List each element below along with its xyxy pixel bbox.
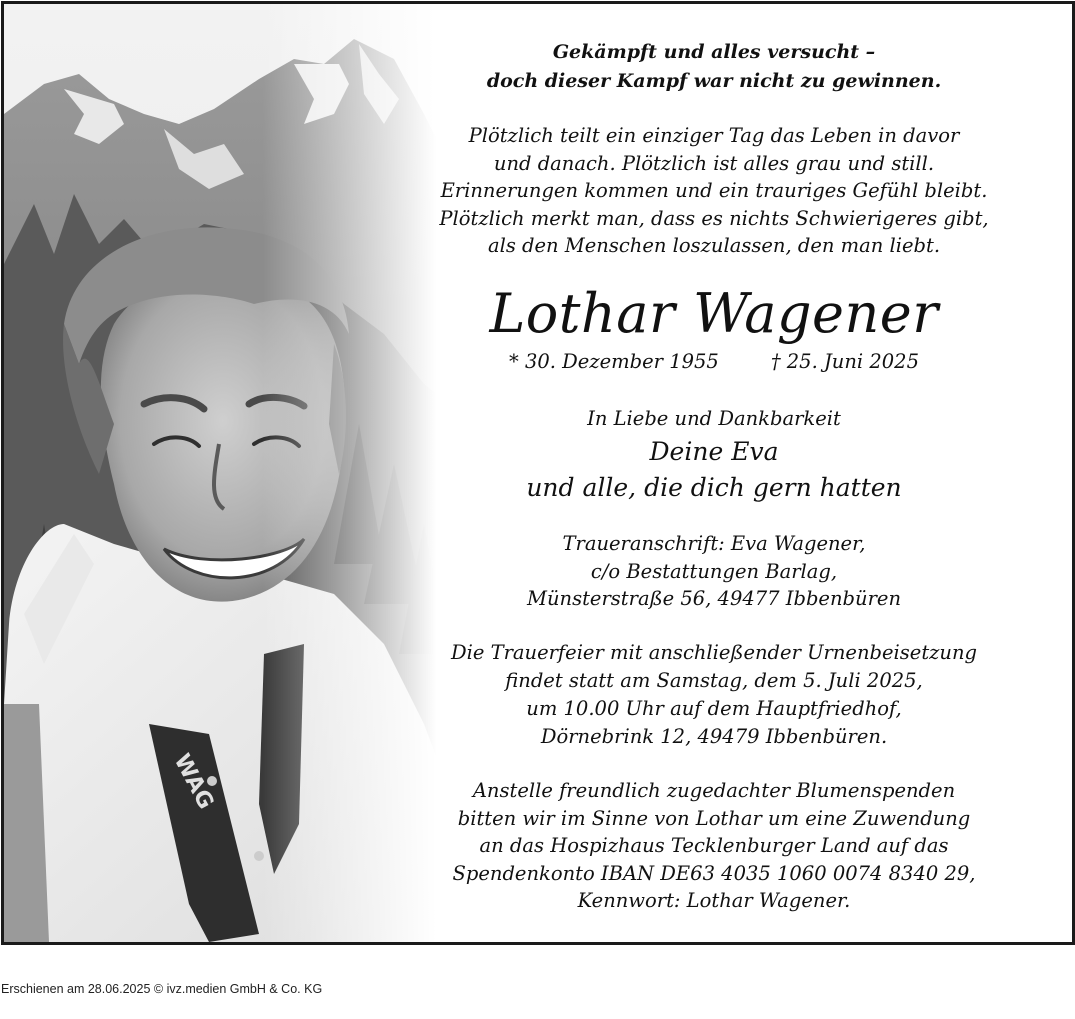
poem-line: Plötzlich merkt man, dass es nichts Schwierigeres gibt, bbox=[439, 206, 989, 230]
death-date: † 25. Juni 2025 bbox=[770, 350, 919, 373]
ceremony-line: um 10.00 Uhr auf dem Hauptfriedhof, bbox=[526, 697, 902, 720]
obituary-frame bbox=[1, 1, 1075, 945]
donation-info bbox=[414, 777, 1014, 915]
publication-footer: Erschienen am 28.06.2025 © ivz.medien GmbH & Co. KG bbox=[1, 982, 323, 996]
portrait-photo bbox=[4, 4, 474, 942]
motto-line: doch dieser Kampf war nicht zu gewinnen. bbox=[486, 70, 942, 92]
ceremony-info bbox=[414, 639, 1014, 751]
donation-line: bitten wir im Sinne von Lothar um eine Zuwendung bbox=[457, 806, 971, 830]
address-line: c/o Bestattungen Barlag, bbox=[590, 559, 838, 583]
mourner-line: Deine Eva bbox=[649, 437, 779, 466]
deceased-name: Lothar Wagener bbox=[489, 282, 939, 345]
birth-date: * 30. Dezember 1955 bbox=[509, 350, 719, 373]
mourning-address bbox=[414, 530, 1014, 613]
donation-line: Kennwort: Lothar Wagener. bbox=[577, 889, 851, 912]
poem bbox=[414, 122, 1014, 260]
poem-line: als den Menschen loszulassen, den man liebt. bbox=[487, 234, 941, 257]
address-line: Traueranschrift: Eva Wagener, bbox=[562, 532, 866, 555]
ceremony-line: Dörnebrink 12, 49479 Ibbenbüren. bbox=[540, 725, 888, 748]
dedication-intro: In Liebe und Dankbarkeit bbox=[587, 407, 841, 430]
life-dates bbox=[414, 348, 1014, 376]
donation-line: Anstelle freundlich zugedachter Blumenspenden bbox=[472, 779, 956, 802]
poem-line: Erinnerungen kommen und ein trauriges Gefühl bleibt. bbox=[440, 179, 988, 202]
donation-line: an das Hospizhaus Tecklenburger Land auf das bbox=[479, 834, 949, 857]
ceremony-line: Die Trauerfeier mit anschließender Urnenbeisetzung bbox=[450, 641, 978, 664]
mourner-line: und alle, die dich gern hatten bbox=[526, 473, 902, 502]
donation-line: Spendenkonto IBAN DE63 4035 1060 0074 8340 29, bbox=[452, 861, 976, 885]
mourners bbox=[414, 434, 1014, 506]
address-line: Münsterstraße 56, 49477 Ibbenbüren bbox=[526, 587, 901, 610]
motto-line: Gekämpft und alles versucht – bbox=[552, 41, 876, 63]
poem-line: und danach. Plötzlich ist alles grau und still. bbox=[493, 151, 935, 175]
motto bbox=[414, 38, 1014, 96]
poem-line: Plötzlich teilt ein einziger Tag das Leben in davor bbox=[468, 124, 960, 147]
ceremony-line: findet statt am Samstag, dem 5. Juli 2025, bbox=[505, 669, 923, 692]
